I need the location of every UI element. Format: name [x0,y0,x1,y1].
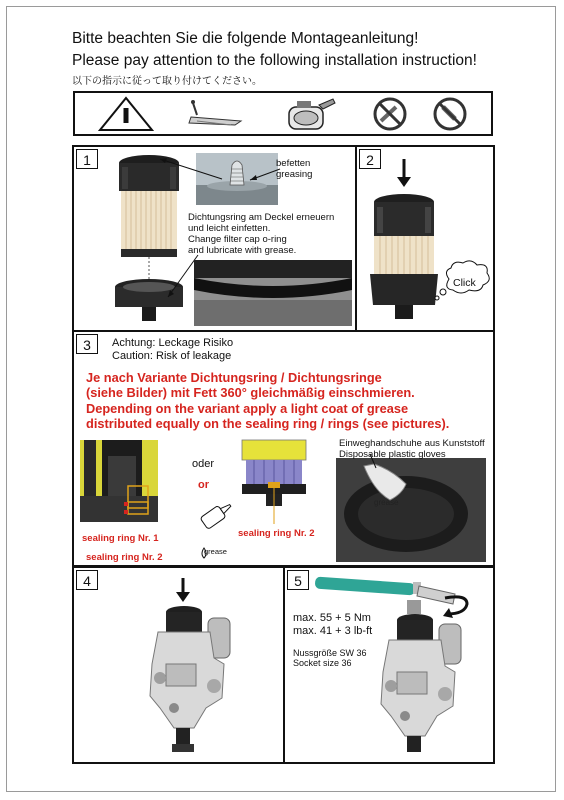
o-ring-close-up-photo [194,260,352,326]
header-japanese: 以下の指示に従って取り付けてください。 [72,76,262,87]
glove-grease-label: grease [374,498,399,507]
step-2-panel [355,145,495,332]
socket-size-de: Nussgröße SW 36 [293,648,367,658]
click-bubble-text: Click [453,277,476,289]
step-1-panel [72,145,357,332]
oil-can-icon [279,95,341,133]
o-ring-instruction-de-2: und leicht einfetten. [188,223,271,234]
greasing-label-en: greasing [276,169,313,180]
o-ring-instruction-en-2: and lubricate with grease. [188,245,297,256]
torque-lbft: max. 41 + 3 lb-ft [293,625,373,637]
sealing-ring-2-label: sealing ring Nr. 2 [86,552,163,563]
step-4-number: 4 [76,570,98,590]
o-ring-instruction-de-1: Dichtungsring am Deckel erneuern [188,212,335,223]
warning-triangle-icon [97,95,155,133]
or-label: or [198,479,209,491]
no-sharp-tool-icon [371,95,409,133]
scraper-tool-icon [183,95,253,133]
gloves-label-de: Einweghandschuhe aus Kunststoff [339,438,485,449]
oder-label: oder [192,458,215,470]
o-ring-instruction-en-1: Change filter cap o-ring [188,234,287,245]
gloves-label-en: Disposable plastic gloves [339,449,446,460]
leakage-warning-de: Achtung: Leckage Risiko [112,337,234,349]
grease-bottle-label: grease [204,547,227,556]
red-instruction-de-1: Je nach Variante Dichtungsring / Dichtungsringe [86,370,382,385]
red-instruction-en-1: Depending on the variant apply a light coat of grease [86,401,409,416]
step-3-panel [72,330,495,567]
socket-size-en: Socket size 36 [293,658,352,668]
step-3-number: 3 [76,334,98,354]
filter-assembly-illustration [357,147,493,330]
header-english: Please pay attention to the following installation instruction! [72,52,477,69]
header-german: Bitte beachten Sie die folgende Montageanleitung! [72,30,419,47]
greasing-label-de: befetten [276,158,311,169]
torque-nm: max. 55 + 5 Nm [293,612,371,624]
sealing-ring-1-label: sealing ring Nr. 1 [82,533,159,544]
step-5-panel [283,566,495,764]
no-screwdriver-icon [431,95,469,133]
red-instruction-en-2: distributed equally on the sealing ring / rings (see pictures). [86,416,450,431]
filter-module-illustration [74,568,283,762]
step-1-number: 1 [76,149,98,169]
red-instruction-de-2: (siehe Bilder) mit Fett 360° gleichmäßig einschmieren. [86,385,415,400]
step-4-panel [72,566,285,764]
step-2-number: 2 [359,149,381,169]
leakage-warning-en: Caution: Risk of leakage [112,350,232,362]
safety-icon-bar [73,91,493,136]
step-5-number: 5 [287,570,309,590]
sealing-ring-2-right-label: sealing ring Nr. 2 [238,528,315,539]
